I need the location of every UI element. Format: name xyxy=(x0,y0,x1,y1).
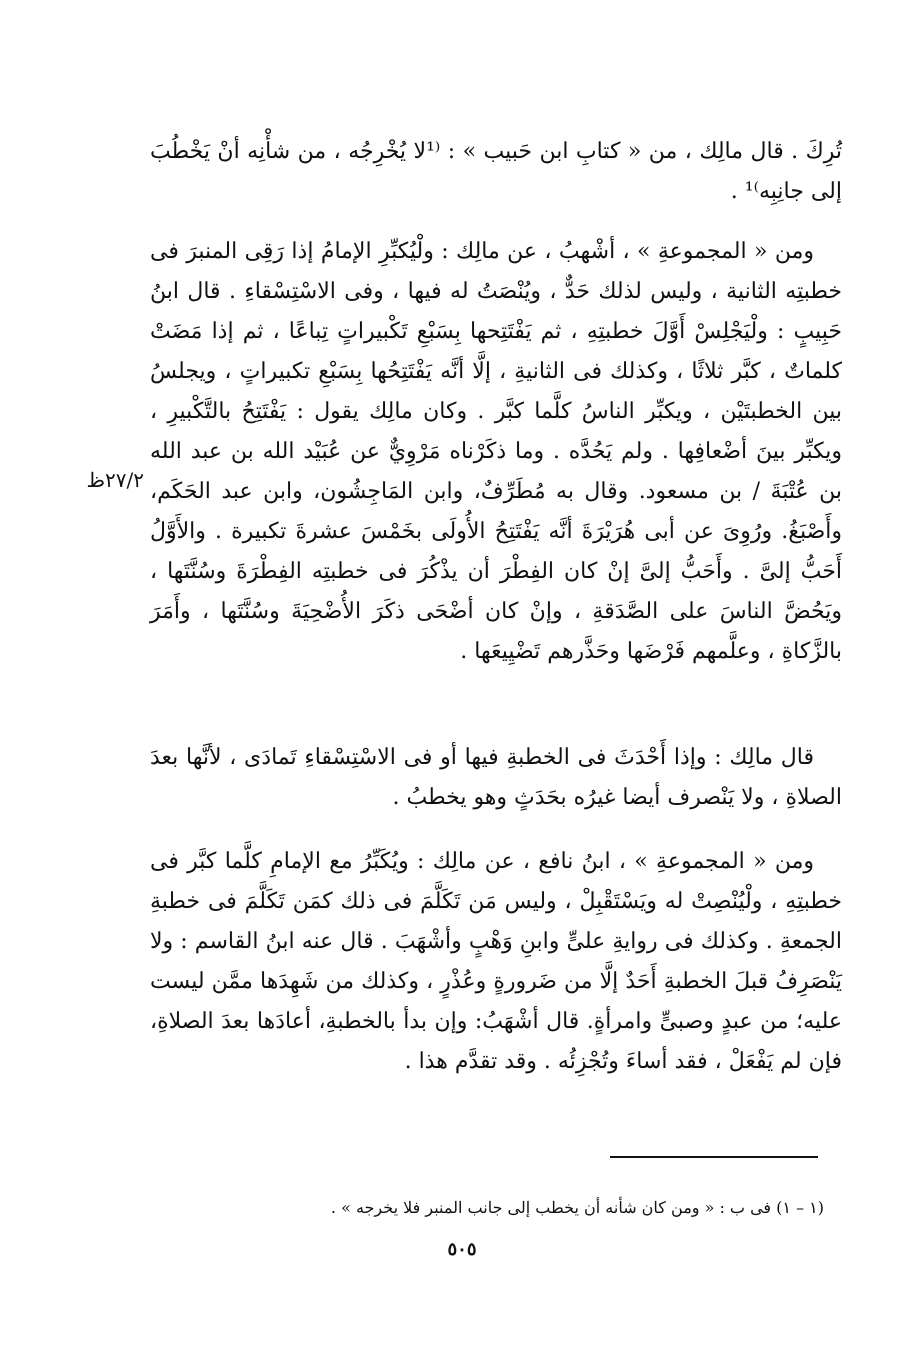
paragraph-1: تُرِكَ . قال مالِك ، من « كتابِ ابن حَبيب » : ⁽¹لا يُخْرِجُه ، من شأْنِه أنْ يَخْطُبَ إلى جانِبِه⁾¹ . xyxy=(150,139,842,204)
paragraph-4: ومن « المجموعةِ » ، ابنُ نافع ، عن مالِك : ويُكَبِّرُ مع الإمامِ كلَّما كبَّر فى خطبتِهِ ، ولْيُنْصِتْ له ويَسْتَقْبِلْ ، وليس مَن تَكَلَّمَ فى ذلك كمَن تَكَلَّمَ فى خطبةِ الجمعةِ . وكذلك فى روايةِ علىٍّ وابنِ وَهْبٍ وأشْهَبَ . قال عنه ابنُ القاسم : ولا يَنْصَرِفُ قبلَ الخطبةِ أَحَدٌ إلَّا من ضَرورةٍ وعُذْرٍ ، وكذلك من شَهِدَها ممَّن ليست عليه؛ من عبدٍ وصبىٍّ وامرأةٍ. قال أشْهَبُ: وإن بدأ بالخطبةِ، أعادَها بعدَ الصلاةِ، فإن لم يَفْعَلْ ، فقد أساءَ وتُجْزِئُه . وقد تقدَّم هذا . xyxy=(150,849,842,1074)
margin-folio-note: ٢٧/٢ظ xyxy=(86,468,144,492)
footnote-divider xyxy=(610,1156,818,1158)
page-number: ٥٠٥ xyxy=(447,1239,477,1260)
footnote: (١ – ١) فى ب : « ومن كان شأنه أن يخطب إلى جانب المنبر فلا يخرجه » . xyxy=(330,1198,824,1217)
paragraph-3: قال مالِك : وإذا أَحْدَثَ فى الخطبةِ فيها أو فى الاسْتِسْقاءِ تَمادَى ، لأنَّها بعدَ الصلاةِ ، ولا يَنْصرف أيضا غيرُه بحَدَثٍ وهو يخطبُ . xyxy=(150,745,842,810)
paragraph-2: ومن « المجموعةِ » ، أشْهبُ ، عن مالِك : ولْيُكبِّرِ الإمامُ إذا رَقِى المنبرَ فى خطبتِه الثانية ، وليس لذلك حَدٌّ ، ويُنْصَتُ له فيها ، وفى الاسْتِسْقاءِ . قال ابنُ حَبِيبٍ : ولْيَجْلِسْ أَوَّلَ خطبتِهِ ، ثم يَفْتَتِحها بِسَبْعِ تَكْبيراتٍ تِباعًا ، ثم إذا مَضَتْ كلماتٌ ، كبَّر ثلاثًا ، وكذلك فى الثانيةِ ، إلَّا أنَّه يَفْتَتِحُها بِسَبْعِ تكبيراتٍ ، ويجلسُ بين الخطبتَيْن ، ويكبِّر الناسُ كلَّما كبَّر . وكان مالِك يقول : يَفْتَتِحُ بالتَّكْبيرِ ، ويكبِّر بينَ أضْعافِها . ولم يَحُدَّه . وما ذكَرْناه مَرْوِيٌّ عن عُبَيْد الله بن عبد الله بن عُتْبَةَ / بن مسعود. وقال به مُطَرِّفٌ، وابن المَاجِشُون، وابن عبد الحَكَم، وأَصْبَغُ. ورُوِىَ عن أبى هُرَيْرَةَ أنَّه يَفْتَتِحُ الأُولَى بخَمْسَ عشرةَ تكبيرة . والأَوَّلُ أَحَبُّ إلىَّ . وأَحَبُّ إلىَّ إنْ كان الفِطْرَ أن يذْكُرَ فى خطبتِه الفِطْرَةَ وسُنَّتَها ، ويَحُضَّ الناسَ على الصَّدَقةِ ، وإنْ كان أضْحَى ذكَرَ الأُضْحِيَةَ وسُنَّتَها ، وأَمَرَ بالزَّكاةِ ، وعلَّمهم فَرْضَها وحَذَّرهم تَضْيِيعَها . xyxy=(150,239,842,664)
